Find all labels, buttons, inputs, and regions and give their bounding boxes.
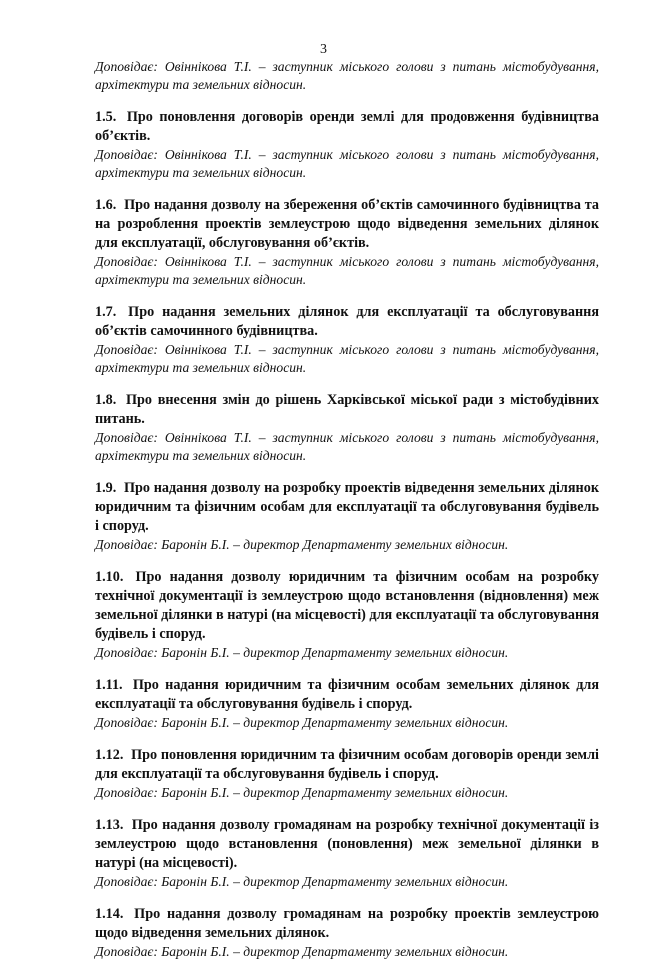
agenda-item xyxy=(95,108,599,182)
agenda-item xyxy=(95,391,599,465)
reporter-text: Овіннікова Т.І. – заступник міського голови з питань містобудування, архітектури та земельних відносин. xyxy=(95,430,599,463)
agenda-item-title xyxy=(95,108,599,146)
agenda-item xyxy=(95,479,599,554)
agenda-item-number: 1.13. xyxy=(95,817,124,833)
reporter-label: Доповідає: xyxy=(95,430,158,445)
reporter-label: Доповідає: xyxy=(95,342,158,357)
intro-reporter-line xyxy=(95,58,599,94)
agenda-item-title-text: Про надання юридичним та фізичним особам земельних ділянок для експлуатації та обслуговування будівель і споруд. xyxy=(95,677,600,712)
agenda-item-title xyxy=(95,391,599,429)
agenda-item-reporter xyxy=(95,253,599,289)
reporter-text: Баронін Б.І. – директор Департаменту земельних відносин. xyxy=(161,537,509,552)
agenda-item-title-text: Про надання дозволу на розробку проектів відведення земельних ділянок юридичним та фізичним особам для експлуатації та обслуговування будівель і споруд. xyxy=(95,480,600,534)
agenda-item-reporter xyxy=(95,714,599,732)
reporter-label: Доповідає: xyxy=(95,874,158,889)
agenda-item-title-text: Про надання дозволу юридичним та фізичним особам на розробку технічної документації із землеустрою щодо встановлення (відновлення) меж земельної ділянки в натурі (на місцевості) для експлуатації та обслуговування будівель і споруд. xyxy=(95,569,600,642)
agenda-item-number: 1.6. xyxy=(95,197,117,213)
agenda-item-reporter xyxy=(95,784,599,802)
agenda-item-title-text: Про надання земельних ділянок для експлуатації та обслуговування об’єктів самочинного будівництва. xyxy=(95,304,599,339)
agenda-item-number: 1.12. xyxy=(95,747,124,763)
agenda-item-title xyxy=(95,676,599,714)
reporter-label: Доповідає: xyxy=(95,715,158,730)
agenda-item-reporter xyxy=(95,429,599,465)
agenda-item-number: 1.8. xyxy=(95,392,117,408)
agenda-item-title-text: Про надання дозволу громадянам на розробку технічної документації із землеустрою щодо встановлення (поновлення) меж земельної ділянки в натурі (на місцевості). xyxy=(95,817,600,871)
reporter-text: Баронін Б.І. – директор Департаменту земельних відносин. xyxy=(161,944,509,959)
agenda-item-number: 1.9. xyxy=(95,480,117,496)
reporter-label: Доповідає: xyxy=(95,537,158,552)
agenda-item-reporter xyxy=(95,536,599,554)
reporter-label: Доповідає: xyxy=(95,254,158,269)
agenda-item-title xyxy=(95,303,599,341)
agenda-content xyxy=(95,58,599,961)
reporter-label: Доповідає: xyxy=(95,785,158,800)
agenda-item-number: 1.11. xyxy=(95,677,123,693)
page-number: 3 xyxy=(320,42,327,57)
agenda-item xyxy=(95,816,599,891)
agenda-item-number: 1.7. xyxy=(95,304,117,320)
agenda-item-reporter xyxy=(95,943,599,961)
agenda-item-title xyxy=(95,816,599,873)
agenda-item-title xyxy=(95,905,599,943)
agenda-item xyxy=(95,676,599,732)
agenda-item-number: 1.5. xyxy=(95,109,117,125)
agenda-item xyxy=(95,196,599,289)
reporter-label: Доповідає: xyxy=(95,944,158,959)
agenda-item xyxy=(95,568,599,662)
agenda-item-reporter xyxy=(95,146,599,182)
reporter-label: Доповідає: xyxy=(95,645,158,660)
reporter-label: Доповідає: xyxy=(95,147,158,162)
agenda-item-title-text: Про поновлення договорів оренди землі для продовження будівництва об’єктів. xyxy=(95,109,600,144)
agenda-item-title-text: Про надання дозволу громадянам на розробку проектів землеустрою щодо відведення земельних ділянок. xyxy=(95,906,599,941)
agenda-item-number: 1.14. xyxy=(95,906,124,922)
agenda-item-reporter xyxy=(95,644,599,662)
agenda-item xyxy=(95,746,599,802)
reporter-text: Овіннікова Т.І. – заступник міського голови з питань містобудування, архітектури та земельних відносин. xyxy=(95,254,599,287)
agenda-item-title xyxy=(95,746,599,784)
reporter-text: Баронін Б.І. – директор Департаменту земельних відносин. xyxy=(161,645,509,660)
agenda-item-reporter xyxy=(95,873,599,891)
agenda-item-title-text: Про внесення змін до рішень Харківської міської ради з містобудівних питань. xyxy=(95,392,599,427)
reporter-text: Баронін Б.І. – директор Департаменту земельних відносин. xyxy=(161,785,509,800)
reporter-text: Овіннікова Т.І. – заступник міського голови з питань містобудування, архітектури та земельних відносин. xyxy=(95,59,599,92)
agenda-item-title-text: Про надання дозволу на збереження об’єктів самочинного будівництва та на розроблення проектів землеустрою щодо відведення земельних ділянок для експлуатації, обслуговування об’єктів. xyxy=(95,197,600,251)
reporter-text: Баронін Б.І. – директор Департаменту земельних відносин. xyxy=(161,715,509,730)
agenda-item xyxy=(95,905,599,961)
agenda-item-title xyxy=(95,568,599,644)
agenda-item-title xyxy=(95,196,599,253)
agenda-item xyxy=(95,303,599,377)
reporter-text: Овіннікова Т.І. – заступник міського голови з питань містобудування, архітектури та земельних відносин. xyxy=(95,342,599,375)
agenda-item-title xyxy=(95,479,599,536)
agenda-items xyxy=(95,108,599,961)
agenda-item-number: 1.10. xyxy=(95,569,124,585)
reporter-label: Доповідає: xyxy=(95,59,158,74)
reporter-text: Баронін Б.І. – директор Департаменту земельних відносин. xyxy=(161,874,509,889)
agenda-item-reporter xyxy=(95,341,599,377)
reporter-text: Овіннікова Т.І. – заступник міського голови з питань містобудування, архітектури та земельних відносин. xyxy=(95,147,599,180)
agenda-item-title-text: Про поновлення юридичним та фізичним особам договорів оренди землі для експлуатації та обслуговування будівель і споруд. xyxy=(95,747,600,782)
